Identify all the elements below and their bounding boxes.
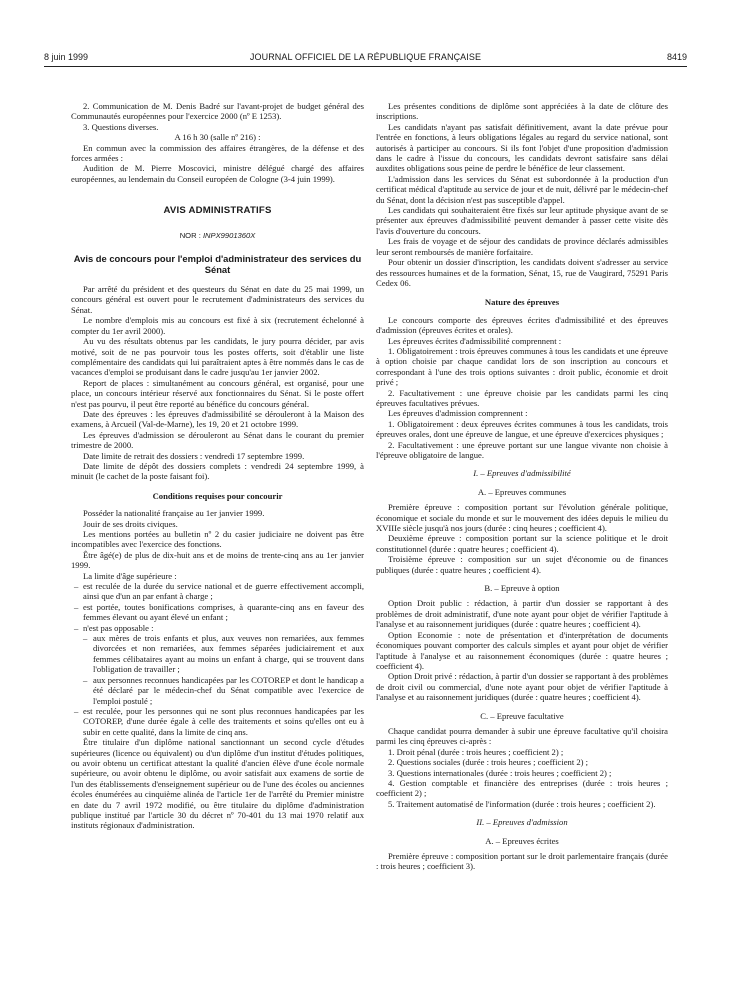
paragraph: Être titulaire d'un diplôme national sanctionnant un second cycle d'études supérieures (licence ou équivalent) ou d'un diplôme d'un institut d'études politiques, ou avoir obtenu un certificat attestant la qualité d'ancien élève d'une école normale supérieure, ou avoir obtenu le diplôme, ou avoir satisfait aux examens de sortie de l'un des établissements d'enseignement supérieur ou de l'une des écoles ou anciennes écoles énumérées au cinquième alinéa de l'article 1er de l'arrêté du Premier ministre en date du 7 avril 1972 modifié, ou être titulaire du diplôme d'administration publique institué par l'article 30 du décret nº 70-401 du 13 mai 1970 relatif aux instituts régionaux d'administration. <box>71 737 364 831</box>
paragraph: Chaque candidat pourra demander à subir une épreuve facultative qu'il choisira parmi les cinq épreuves ci-après : <box>376 725 668 747</box>
paragraph: Audition de M. Pierre Moscovici, ministre délégué chargé des affaires européennes, au lendemain du Conseil européen de Cologne (3-4 juin 1999). <box>71 163 364 184</box>
subsection-communes: A. – Epreuves communes <box>477 486 567 497</box>
paragraph: Option Droit public : rédaction, à partir d'un dossier se rapportant à des problèmes de droit administratif, d'une note ayant pour objet de vérifier l'aptitude à l'analyse et au raisonnement juridiques (durée : quatre heures ; coefficient 4). <box>376 598 668 630</box>
age-limit-list-cont <box>71 706 364 737</box>
notice-title: Avis de concours pour l'emploi d'administrateur des services du Sénat <box>73 253 362 276</box>
paragraph: 3. Questions internationales (durée : trois heures ; coefficient 2) ; <box>388 767 612 778</box>
paragraph: Le nombre d'emplois mis au concours est fixé à six (recrutement échelonné à compter du 1er avril 2000). <box>71 315 364 336</box>
exemption-list <box>71 633 364 706</box>
paragraph: Les épreuves d'admission comprennent : <box>388 408 528 419</box>
paragraph: Jouir de ses droits civiques. <box>83 518 178 529</box>
paragraph: Posséder la nationalité française au 1er janvier 1999. <box>83 508 265 519</box>
nor-label: NOR : <box>179 230 201 240</box>
paragraph: Par arrêté du président et des questeurs du Sénat en date du 25 mai 1999, un concours général est ouvert pour le recrutement d'administrateurs des services du Sénat. <box>71 284 364 315</box>
section-admissibilite <box>376 468 668 478</box>
paragraph: 5. Traitement automatisé de l'information (durée : trois heures ; coefficient 2). <box>388 798 656 809</box>
paragraph: Première épreuve : composition portant sur l'évolution générale politique, économique et sociale du monde et sur le mouvement des idées depuis le milieu du XVIIIe siècle jusqu'à nos jours (durée : cinq heures ; coefficient 4). <box>376 502 668 534</box>
paragraph: Les présentes conditions de diplôme sont appréciées à la date de clôture des inscriptions. <box>376 101 668 122</box>
paragraph: Option Economie : note de présentation et d'interprétation de documents économiques pouvant comporter des calculs simples et ayant pour objet de vérifier l'aptitude à l'analyse et au raisonnement économiques (durée : quatre heures ; coefficient 4). <box>376 629 668 671</box>
section-admission-label: II. – Epreuves d'admission <box>476 817 568 828</box>
header-date: 8 juin 1999 <box>44 52 89 62</box>
paragraph: Les épreuves d'admission se dérouleront au Sénat dans le courant du premier trimestre de 2000. <box>71 429 364 451</box>
paragraph: La limite d'âge supérieure : <box>83 570 177 581</box>
page-number: 8419 <box>666 52 687 62</box>
paragraph: Date limite de retrait des dossiers : vendredi 17 septembre 1999. <box>83 450 305 461</box>
paragraph: Les mentions portées au bulletin nº 2 du casier judiciaire ne doivent pas être incompatibles avec l'exercice des fonctions. <box>71 529 364 550</box>
paragraph: 3. Questions diverses. <box>83 121 159 132</box>
paragraph: Pour obtenir un dossier d'inscription, les candidats doivent s'adresser au service des ressources humaines et de la formation, Sénat, 15, rue de Vaugirard, 75291 Paris Cedex 06. <box>376 257 668 288</box>
paragraph: 4. Gestion comptable et financière des entreprises (durée : trois heures ; coefficient 2) ; <box>376 777 668 799</box>
paragraph: Report de places : simultanément au concours général, est organisé, pour une place, un concours intérieur réservé aux fonctionnaires du Sénat. Si le poste offert n'est pas pourvu, il peut être reporté au bénéfice du concours général. <box>71 377 364 409</box>
paragraph: 2. Communication de M. Denis Badré sur l'avant-projet de budget général des Communautés européennes pour l'exercice 2000 (nº E 1253). <box>71 101 364 122</box>
paragraph: Troisième épreuve : composition sur un sujet d'économie ou de finances publiques (durée : quatre heures ; coefficient 4). <box>376 554 668 575</box>
page-header <box>44 52 687 66</box>
paragraph: Les candidats n'ayant pas satisfait définitivement, avant la date prévue pour l'entrée en fonctions, à leurs obligations légales au regard du service national, sont autorisés à participer au concours. Si ils font l'objet d'une proposition d'admission dans le cadre à l'issue du concours, les candidats devront satisfaire sans délai auxdites obligations sous peine de perdre le bénéfice de leur classement. <box>376 121 668 174</box>
paragraph: Être âgé(e) de plus de dix-huit ans et de moins de trente-cinq ans au 1er janvier 1999. <box>71 549 364 571</box>
nor-reference <box>71 231 364 241</box>
paragraph: 2. Facultativement : une épreuve portant sur une langue vivante non choisie à l'épreuve obligatoire de langue. <box>376 439 668 460</box>
journal-title: JOURNAL OFFICIEL DE LA RÉPUBLIQUE FRANÇAISE <box>249 52 482 62</box>
paragraph: A 16 h 30 (salle nº 216) : <box>174 132 261 143</box>
conditions-heading: Conditions requises pour concourir <box>152 490 283 501</box>
paragraph: Première épreuve : composition portant sur le droit parlementaire français (durée : trois heures ; coefficient 3). <box>376 851 668 872</box>
list-item: – est reculée, pour les personnes qui ne sont plus reconnues handicapées par les COTOREP, d'une durée égale à celle des traitements et soins qu'elles ont eu à subir en cette qualité, dans la limite de cinq ans. <box>71 706 364 737</box>
paragraph: L'admission dans les services du Sénat est subordonnée à la production d'un certificat médical d'aptitude au service de jour et de nuit, délivré par le médecin-chef du Sénat, dont la décision n'est pas susceptible d'appel. <box>376 173 668 205</box>
right-column <box>376 101 668 872</box>
paragraph: Le concours comporte des épreuves écrites d'admissibilité et des épreuves d'admission (épreuves écrites et orales). <box>376 314 668 336</box>
paragraph: Au vu des résultats obtenus par les candidats, le jury pourra décider, par avis motivé, soit de ne pas pourvoir tous les postes offerts, soit d'établir une liste complémentaire des candidats qui lui paraîtraient aptes à être nommés dans le cas de vacances d'emploi se produisant dans le cadre jusqu'au 1er janvier 2002. <box>71 336 364 378</box>
paragraph: 1. Obligatoirement : deux épreuves écrites communes à tous les candidats, trois épreuves orales, dont une épreuve de langue, et une épreuve d'exercices physiques ; <box>376 418 668 440</box>
paragraph: Les candidats qui souhaiteraient être fixés sur leur aptitude physique avant de se présenter aux épreuves d'admissibilité peuvent demander à passer cette visite dès l'avis d'ouverture du concours. <box>376 205 668 236</box>
paragraph: En commun avec la commission des affaires étrangères, de la défense et des forces armées : <box>71 142 364 164</box>
paragraph: Les frais de voyage et de séjour des candidats de province déclarés admissibles leur seront remboursés de manière forfaitaire. <box>376 236 668 257</box>
section-admission <box>376 817 668 827</box>
subsection-ecrites: A. – Epreuves écrites <box>485 835 559 846</box>
paragraph: 2. Questions sociales (durée : trois heures ; coefficient 2) ; <box>388 757 589 768</box>
left-column <box>71 101 364 831</box>
section-heading-avis: AVIS ADMINISTRATIFS <box>163 205 272 217</box>
paragraph: 2. Facultativement : une épreuve choisie par les candidats parmi les cinq épreuves facultatives prévues. <box>376 387 668 408</box>
paragraph: 1. Obligatoirement : trois épreuves communes à tous les candidats et une épreuve à option choisie par chaque candidat lors de son inscription au concours et correspondant à l'une des trois options suivantes : droit public, économie et droit privé ; <box>376 345 668 388</box>
list-item: – n'est pas opposable : <box>71 623 364 633</box>
paragraph: Les épreuves écrites d'admissibilité comprennent : <box>388 335 562 346</box>
section-admissibilite-label: I. – Epreuves d'admissibilité <box>473 468 571 479</box>
nature-heading: Nature des épreuves <box>484 297 560 308</box>
list-item: – aux mères de trois enfants et plus, aux veuves non remariées, aux femmes divorcées et non remariées, aux femmes séparées judiciairement et aux femmes célibataires ayant au moins un enfant à charge, qui se trouvent dans l'obligation de travailler ; <box>71 633 364 675</box>
paragraph: Date limite de dépôt des dossiers complets : vendredi 24 septembre 1999, à minuit (le cachet de la poste faisant foi). <box>71 460 364 482</box>
paragraph: 1. Droit pénal (durée : trois heures ; coefficient 2) ; <box>388 746 564 757</box>
list-item: – est portée, toutes bonifications comprises, à quarante-cinq ans en faveur des femmes élevant ou ayant élevé un enfant ; <box>71 602 364 623</box>
list-item: – aux personnes reconnues handicapées par les COTOREP et dont le handicap a été déclaré par le médecin-chef du Sénat compatible avec l'exercice de l'emploi postulé ; <box>71 675 364 706</box>
paragraph: Option Droit privé : rédaction, à partir d'un dossier se rapportant à des problèmes de droit civil ou commercial, d'une note ayant pour objet de vérifier l'aptitude à l'analyse et au raisonnement juridiques (durée : quatre heures ; coefficient 4). <box>376 671 668 703</box>
age-limit-list <box>71 581 364 633</box>
header-rule <box>44 66 687 67</box>
nor-code: INPX9901360X <box>202 230 256 240</box>
paragraph: Deuxième épreuve : composition portant sur la science politique et le droit constitutionnel (durée : quatre heures ; coefficient 4). <box>376 533 668 554</box>
list-item: – est reculée de la durée du service national et de guerre effectivement accompli, ainsi que d'un an par enfant à charge ; <box>71 581 364 602</box>
subsection-option: B. – Epreuve à option <box>484 583 560 594</box>
subsection-facultative: C. – Epreuve facultative <box>480 710 564 721</box>
paragraph: Date des épreuves : les épreuves d'admissibilité se dérouleront à la Maison des examens, à Arcueil (Val-de-Marne), les 19, 20 et 21 octobre 1999. <box>71 408 364 430</box>
